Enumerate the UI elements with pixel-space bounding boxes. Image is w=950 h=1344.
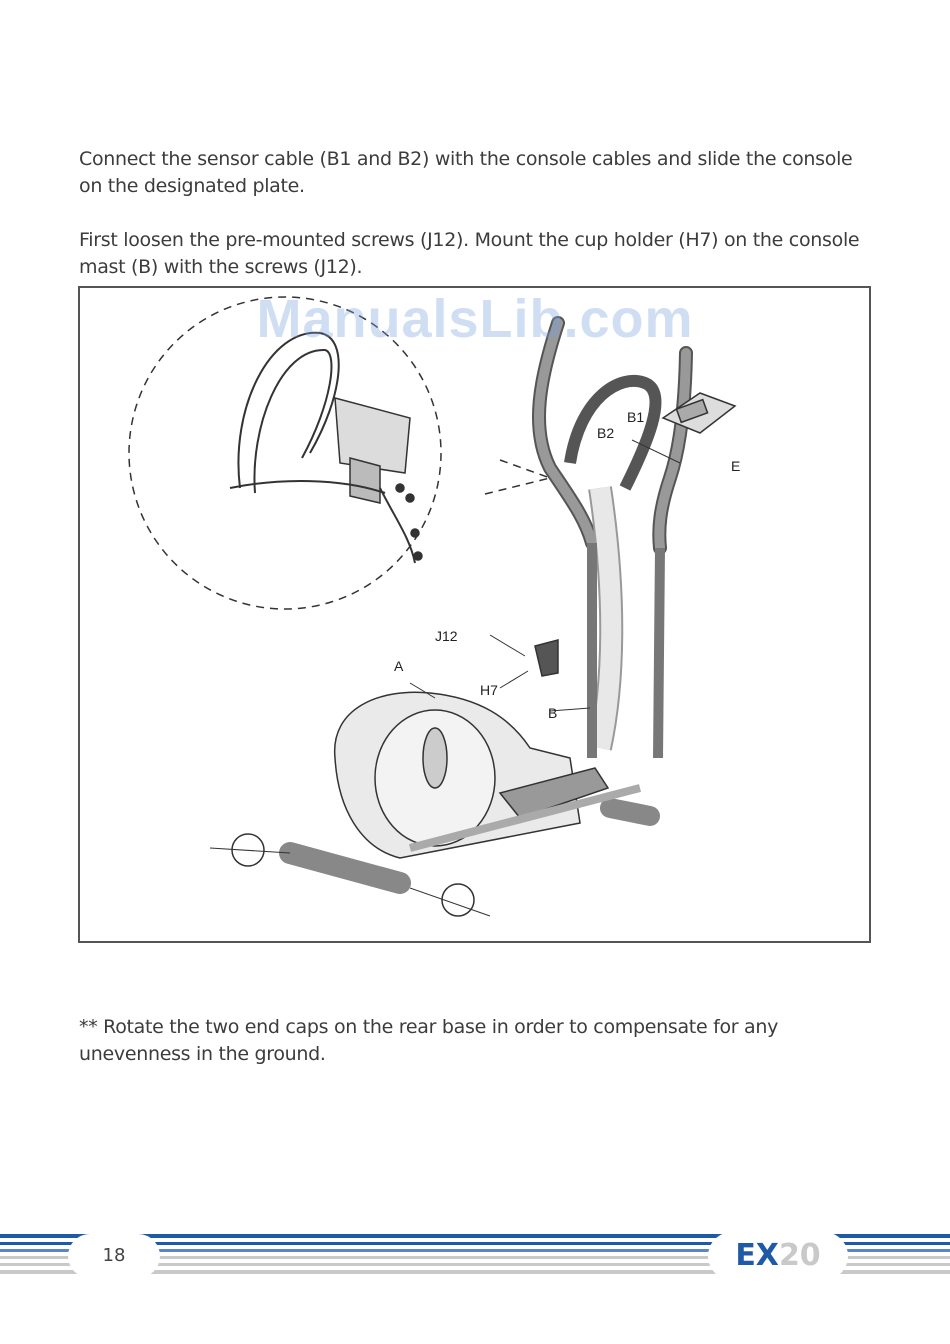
label-e: E [731, 458, 741, 474]
rear-base [290, 853, 400, 883]
label-h7: H7 [480, 682, 498, 698]
label-a: A [394, 658, 404, 674]
assembly-diagram [80, 288, 873, 945]
brand-logo [708, 1232, 848, 1280]
cup-holder [535, 640, 558, 676]
label-j12: J12 [435, 628, 458, 644]
instruction-paragraph-1: Connect the sensor cable (B1 and B2) with the console cables and slide the console on the designated plate. [79, 148, 853, 197]
label-b: B [548, 705, 558, 721]
brand-suffix: 20 [778, 1238, 821, 1273]
label-b2: B2 [597, 425, 615, 441]
watermark: ManualsLib.com [256, 289, 694, 349]
instruction-paragraph-2: First loosen the pre-mounted screws (J12). Mount the cup holder (H7) on the console mast (B) with the screws (J12). [79, 229, 860, 278]
end-cap-arrow-right [442, 884, 474, 916]
front-base [610, 808, 650, 816]
brand-prefix: EX [735, 1238, 779, 1273]
label-b1: B1 [627, 409, 645, 425]
assembly-figure [78, 286, 871, 943]
note-paragraph: ** Rotate the two end caps on the rear base in order to compensate for any unevenness in the ground. [79, 1016, 779, 1065]
detail-console [335, 398, 410, 473]
page-number: 18 [68, 1234, 160, 1278]
